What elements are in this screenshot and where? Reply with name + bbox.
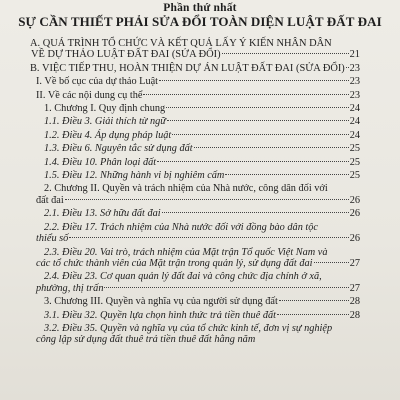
toc-entry bbox=[44, 157, 360, 168]
toc-entry bbox=[44, 296, 360, 307]
toc-entry bbox=[30, 63, 360, 74]
toc-page-number: 25 bbox=[349, 143, 360, 155]
leader-dots bbox=[65, 199, 349, 200]
leader-dots bbox=[166, 107, 349, 108]
leader-dots bbox=[346, 67, 349, 68]
toc-entry-text-cont: các tổ chức thành viên của Mặt trận trong quản lý, sử dụng đất đai bbox=[36, 257, 313, 269]
toc-entry bbox=[44, 208, 360, 219]
toc-entry-text-cont: VỀ DỰ THẢO LUẬT ĐẤT ĐAI (SỬA ĐỔI) bbox=[31, 49, 221, 61]
part-heading: Phần thứ nhất bbox=[163, 2, 237, 14]
toc-entry-text: B. VIỆC TIẾP THU, HOÀN THIỆN DỰ ÁN LUẬT ĐẤT ĐAI (SỬA ĐỔI) bbox=[30, 62, 345, 74]
toc-page-number: 21 bbox=[349, 49, 360, 61]
toc-entry-text: 3.1. Điều 32. Quyền lựa chọn hình thức trả tiền thuê đất bbox=[44, 309, 277, 321]
toc-entry-text: II. Về các nội dung cụ thể bbox=[36, 89, 143, 101]
leader-dots bbox=[314, 262, 349, 263]
toc-page-number: 26 bbox=[349, 208, 360, 220]
leader-dots bbox=[162, 212, 349, 213]
toc-page-number: 24 bbox=[349, 129, 360, 141]
toc-entry bbox=[36, 271, 360, 294]
toc-entry-text: 1.4. Điều 10. Phân loại đất bbox=[44, 156, 157, 168]
leader-dots bbox=[104, 287, 348, 288]
toc-entry-text: 3.2. Điều 35. Quyền và nghĩa vụ của tổ chức kinh tế, đơn vị sự nghiệp bbox=[44, 322, 333, 334]
toc-entry-text: 2.3. Điều 20. Vai trò, trách nhiệm của Mặt trận Tổ quốc Việt Nam và bbox=[44, 246, 328, 258]
toc-entry-text: 2.2. Điều 17. Trách nhiệm của Nhà nước đối với đồng bào dân tộc bbox=[44, 221, 319, 233]
toc-page-number: 25 bbox=[349, 170, 360, 182]
toc-entry-text-cont: phường, thị trấn bbox=[36, 282, 104, 294]
leader-dots bbox=[172, 134, 348, 135]
toc-entry-text: 2.1. Điều 13. Sở hữu đất đai bbox=[44, 208, 161, 220]
toc-entry-text: 1.3. Điều 6. Nguyên tắc sử dụng đất bbox=[44, 143, 193, 155]
toc-entry-text-cont: đất đai bbox=[36, 194, 64, 206]
toc-page-number: 28 bbox=[349, 296, 360, 308]
leader-dots bbox=[222, 53, 349, 54]
toc-page-number: 24 bbox=[349, 103, 360, 115]
toc-entry bbox=[44, 143, 360, 154]
page-title: SỰ CẦN THIẾT PHẢI SỬA ĐỔI TOÀN DIỆN LUẬT ĐẤT ĐAI bbox=[18, 14, 382, 29]
toc-entry bbox=[36, 246, 360, 270]
toc-entry bbox=[44, 310, 360, 321]
toc-page-number: 28 bbox=[349, 309, 360, 321]
toc-entry-text: 2.4. Điều 23. Cơ quan quản lý đất đai và công chức địa chính ở xã, bbox=[44, 271, 322, 283]
toc-entry bbox=[44, 130, 360, 141]
toc-page-number: 27 bbox=[349, 257, 360, 269]
toc-page-number: 23 bbox=[349, 62, 360, 74]
leader-dots bbox=[279, 300, 349, 301]
toc-page-number: 26 bbox=[349, 233, 360, 245]
leader-dots bbox=[143, 94, 348, 95]
toc-entry bbox=[44, 103, 360, 114]
toc-entry-text: 2. Chương II. Quyền và trách nhiệm của Nhà nước, công dân đối với bbox=[44, 183, 328, 195]
toc-page-number: 26 bbox=[349, 194, 360, 206]
toc-entry bbox=[36, 221, 360, 245]
toc-entry-text: 1. Chương I. Quy định chung bbox=[44, 103, 166, 115]
toc-entry-text: 3. Chương III. Quyền và nghĩa vụ của người sử dụng đất bbox=[44, 296, 278, 308]
toc-entry-text: 1.1. Điều 3. Giải thích từ ngữ bbox=[44, 116, 166, 128]
leader-dots bbox=[225, 174, 348, 175]
toc-page-number: 24 bbox=[349, 116, 360, 128]
toc-entry-text: 1.5. Điều 12. Những hành vi bị nghiêm cấm bbox=[44, 170, 225, 182]
toc-entry-text: 1.2. Điều 4. Áp dụng pháp luật bbox=[44, 129, 172, 141]
toc-entry bbox=[36, 183, 360, 206]
toc-entry bbox=[30, 38, 360, 61]
toc-entry bbox=[36, 322, 360, 346]
toc-page-number: 27 bbox=[349, 282, 360, 294]
leader-dots bbox=[159, 80, 349, 81]
table-of-contents bbox=[0, 38, 400, 346]
toc-entry bbox=[36, 76, 360, 87]
toc-entry bbox=[36, 90, 360, 101]
leader-dots bbox=[194, 147, 349, 148]
toc-page-number: 23 bbox=[349, 76, 360, 88]
toc-entry bbox=[44, 170, 360, 181]
toc-entry-text-cont: thiểu số bbox=[36, 233, 69, 245]
leader-dots bbox=[69, 237, 348, 238]
leader-dots bbox=[277, 314, 349, 315]
toc-page-number: 23 bbox=[349, 89, 360, 101]
leader-dots bbox=[167, 120, 349, 121]
toc-entry bbox=[44, 116, 360, 127]
toc-entry-text: A. QUÁ TRÌNH TỔ CHỨC VÀ KẾT QUẢ LẤY Ý KIẾN NHÂN DÂN bbox=[30, 38, 332, 49]
toc-entry-text-cont: công lập sử dụng đất thuê trả tiền thuê đất hằng năm bbox=[36, 334, 256, 346]
toc-page-number: 25 bbox=[349, 156, 360, 168]
toc-entry-text: I. Về bố cục của dự thảo Luật bbox=[36, 76, 159, 88]
leader-dots bbox=[157, 161, 349, 162]
